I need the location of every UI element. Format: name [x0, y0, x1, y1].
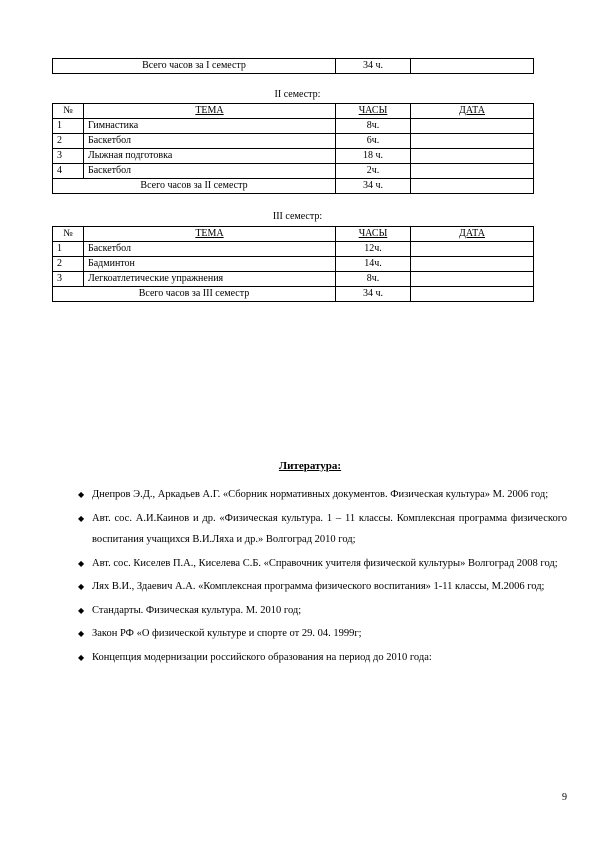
- list-item: [78, 484, 567, 506]
- header-topic: ТЕМА: [84, 104, 336, 119]
- semester2-caption: II семестр:: [274, 89, 321, 100]
- row-hours: 14ч.: [336, 257, 411, 272]
- row-topic: Гимнастика: [84, 119, 336, 134]
- table-row: [53, 242, 534, 257]
- reference-text: Авт. сос. Киселев П.А., Киселева С.Б. «Справочник учителя физической культуры» Волгоград 2008 год;: [92, 557, 558, 569]
- total-hours: 34 ч.: [336, 59, 411, 74]
- table-row: [53, 119, 534, 134]
- row-hours: 6ч.: [336, 134, 411, 149]
- row-date: [411, 134, 534, 149]
- list-item: [78, 576, 567, 598]
- semester3-table: [52, 226, 534, 302]
- row-hours: 8ч.: [336, 119, 411, 134]
- list-item: [78, 623, 567, 645]
- total-date: [411, 179, 534, 194]
- header-num: №: [53, 227, 84, 242]
- total-label: Всего часов за III семестр: [53, 287, 336, 302]
- literature-list: [78, 484, 567, 668]
- header-row: [53, 104, 534, 119]
- total-label: Всего часов за II семестр: [53, 179, 336, 194]
- header-num: №: [53, 104, 84, 119]
- row-hours: 8ч.: [336, 272, 411, 287]
- total-label: Всего часов за I семестр: [53, 59, 336, 74]
- semester1-total-table: [52, 58, 534, 74]
- list-item: [78, 600, 567, 622]
- reference-text: Лях В.И., Здаевич А.А. «Комплексная программа физического воспитания» 1-11 классы, М.2006 год;: [92, 581, 545, 592]
- row-date: [411, 149, 534, 164]
- reference-text: Закон РФ «О физической культуре и спорте от 29. 04. 1999г;: [92, 628, 362, 639]
- total-row: [53, 59, 534, 74]
- row-date: [411, 242, 534, 257]
- row-date: [411, 119, 534, 134]
- row-date: [411, 257, 534, 272]
- row-num: 1: [53, 242, 84, 257]
- table-row: [53, 149, 534, 164]
- header-date: ДАТА: [411, 227, 534, 242]
- row-topic: Баскетбол: [84, 164, 336, 179]
- row-date: [411, 272, 534, 287]
- header-hours: ЧАСЫ: [336, 104, 411, 119]
- row-hours: 2ч.: [336, 164, 411, 179]
- literature-title: Литература:: [278, 460, 342, 472]
- reference-text: Авт. сос. А.И.Каинов и др. «Физическая культура. 1 – 11 классы. Комплексная программа физического воспитания учащихся В.И.Ляха и др.» Волгоград 2010 год;: [92, 512, 567, 545]
- reference-text: Стандарты. Физическая культура. М. 2010 год;: [92, 604, 302, 616]
- table-row: [53, 272, 534, 287]
- header-date: ДАТА: [411, 104, 534, 119]
- row-topic: Лыжная подготовка: [84, 149, 336, 164]
- reference-text: Днепров Э.Д., Аркадьев А.Г. «Сборник нормативных документов. Физическая культура» М. 2006 год;: [92, 489, 549, 500]
- row-num: 1: [53, 119, 84, 134]
- list-item: [78, 553, 567, 575]
- row-date: [411, 164, 534, 179]
- table-row: [53, 134, 534, 149]
- total-date: [411, 59, 534, 74]
- total-row: [53, 287, 534, 302]
- semester2-table: [52, 103, 534, 194]
- bullet-icon: ◆: [78, 629, 85, 638]
- list-item: [78, 508, 567, 551]
- bullet-icon: ◆: [78, 558, 85, 568]
- bullet-icon: ◆: [78, 605, 85, 615]
- header-topic: ТЕМА: [84, 227, 336, 242]
- row-num: 3: [53, 149, 84, 164]
- table-row: [53, 257, 534, 272]
- bullet-icon: ◆: [78, 513, 85, 523]
- header-hours: ЧАСЫ: [336, 227, 411, 242]
- row-topic: Баскетбол: [84, 242, 336, 257]
- total-row: [53, 179, 534, 194]
- reference-text: Концепция модернизации российского образования на период до 2010 года:: [92, 651, 432, 663]
- row-hours: 18 ч.: [336, 149, 411, 164]
- total-hours: 34 ч.: [336, 287, 411, 302]
- bullet-icon: ◆: [78, 582, 85, 591]
- bullet-icon: ◆: [78, 652, 85, 662]
- row-topic: Бадминтон: [84, 257, 336, 272]
- list-item: [78, 647, 567, 669]
- total-hours: 34 ч.: [336, 179, 411, 194]
- table-row: [53, 164, 534, 179]
- row-hours: 12ч.: [336, 242, 411, 257]
- row-num: 4: [53, 164, 84, 179]
- page-number: 9: [562, 792, 567, 803]
- row-num: 2: [53, 257, 84, 272]
- semester3-caption: III семестр:: [272, 211, 323, 222]
- header-row: [53, 227, 534, 242]
- row-num: 2: [53, 134, 84, 149]
- total-date: [411, 287, 534, 302]
- row-num: 3: [53, 272, 84, 287]
- row-topic: Баскетбол: [84, 134, 336, 149]
- bullet-icon: ◆: [78, 490, 85, 499]
- row-topic: Легкоатлетические упражнения: [84, 272, 336, 287]
